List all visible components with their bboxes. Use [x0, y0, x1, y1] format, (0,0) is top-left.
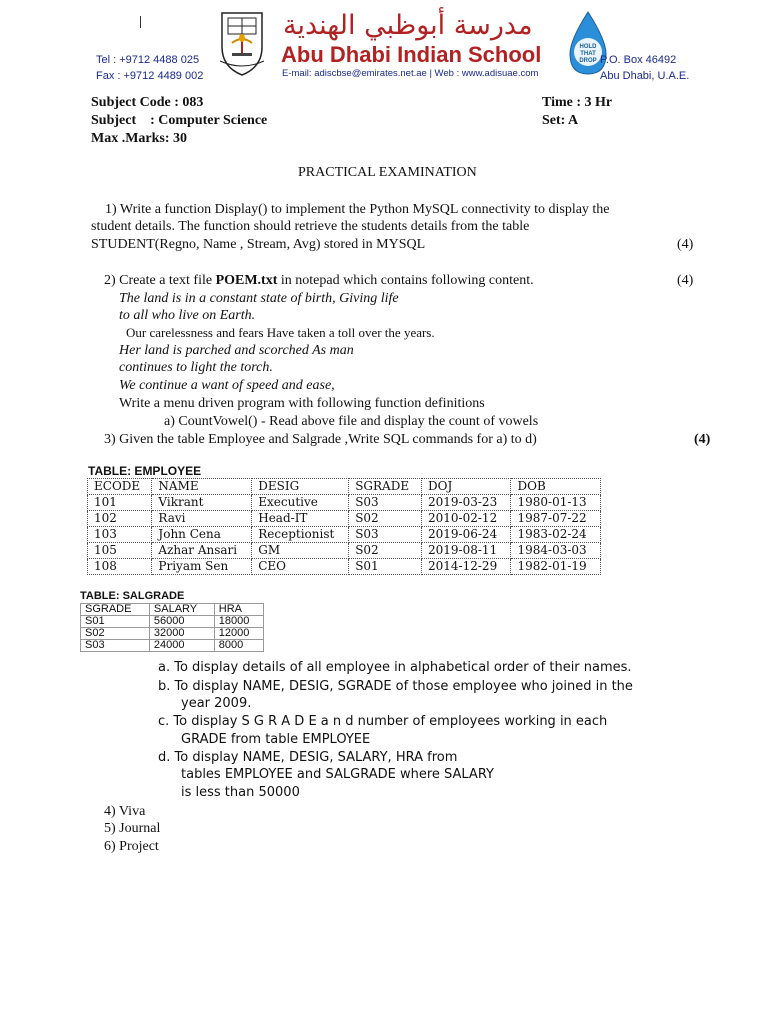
employee-cell: GM — [252, 543, 349, 559]
employee-cell: Vikrant — [152, 495, 252, 511]
drop-text-2: THAT — [580, 51, 596, 57]
salgrade-cell: 12000 — [214, 628, 263, 640]
sql-task-d-line-1: d. To display NAME, DESIG, SALARY, HRA from — [158, 750, 458, 765]
q2-marks: (4) — [677, 273, 694, 288]
employee-cell: 102 — [88, 511, 152, 527]
poem-line-2: to all who live on Earth. — [119, 308, 256, 323]
q2-prefix: 2) Create a text file — [104, 273, 216, 288]
employee-header-dob: DOB — [511, 479, 601, 495]
employee-cell: S02 — [349, 511, 422, 527]
employee-cell: Priyam Sen — [152, 559, 252, 575]
table-row — [88, 527, 601, 543]
employee-cell: CEO — [252, 559, 349, 575]
employee-table-caption: TABLE: EMPLOYEE — [88, 464, 202, 478]
employee-header-ecode: ECODE — [88, 479, 152, 495]
employee-header-row — [88, 479, 601, 495]
table-row — [88, 511, 601, 527]
salgrade-cell: 56000 — [149, 616, 214, 628]
salgrade-table — [80, 603, 264, 652]
salgrade-cell: 8000 — [214, 640, 263, 652]
header-pobox: P.O. Box 46492 — [600, 54, 677, 66]
employee-cell: 2019-06-24 — [422, 527, 511, 543]
employee-cell: 2019-08-11 — [422, 543, 511, 559]
salgrade-header-sgrade: SGRADE — [81, 604, 150, 616]
employee-cell: 1983-02-24 — [511, 527, 601, 543]
exam-time: Time : 3 Hr — [542, 95, 613, 110]
employee-cell: 1984-03-03 — [511, 543, 601, 559]
q2-file: POEM.txt — [215, 273, 278, 288]
item-project: 6) Project — [104, 839, 159, 854]
salgrade-cell: 18000 — [214, 616, 263, 628]
poem-line-4: Her land is parched and scorched As man — [119, 343, 354, 358]
employee-cell: 108 — [88, 559, 152, 575]
employee-cell: 2014-12-29 — [422, 559, 511, 575]
table-row — [81, 616, 264, 628]
sql-task-c-line-2: GRADE from table EMPLOYEE — [181, 732, 371, 747]
sql-task-c-line-1: c. To display S G R A D E a n d number of employees working in each — [158, 714, 608, 729]
employee-cell: Receptionist — [252, 527, 349, 543]
q3-text: 3) Given the table Employee and Salgrade ,Write SQL commands for a) to d) — [104, 432, 537, 447]
subject-name: Subject : Computer Science — [91, 113, 268, 128]
table-row — [81, 640, 264, 652]
subject-code: Subject Code : 083 — [91, 95, 204, 110]
header-phone-block — [96, 52, 203, 84]
sql-task-b-line-2: year 2009. — [181, 696, 252, 711]
q2-line — [104, 273, 534, 289]
sql-task-a: a. To display details of all employee in alphabetical order of their names. — [158, 660, 632, 675]
drop-text-1: HOLD — [579, 44, 597, 50]
employee-cell: S02 — [349, 543, 422, 559]
employee-cell: S03 — [349, 495, 422, 511]
q1-line-2: student details. The function should retrieve the students details from the table — [91, 219, 530, 234]
employee-cell: 103 — [88, 527, 152, 543]
employee-cell: S03 — [349, 527, 422, 543]
employee-cell: John Cena — [152, 527, 252, 543]
school-name: Abu Dhabi Indian School — [281, 42, 542, 67]
employee-cell: Azhar Ansari — [152, 543, 252, 559]
salgrade-header-salary: SALARY — [149, 604, 214, 616]
q2-sub-a: a) CountVowel() - Read above file and display the count of vowels — [164, 414, 539, 429]
item-viva: 4) Viva — [104, 804, 146, 819]
salgrade-cell: S01 — [81, 616, 150, 628]
salgrade-cell: S03 — [81, 640, 150, 652]
school-crest-icon — [218, 9, 266, 77]
employee-header-doj: DOJ — [422, 479, 511, 495]
salgrade-header-hra: HRA — [214, 604, 263, 616]
table-row — [88, 559, 601, 575]
employee-cell: 1982-01-19 — [511, 559, 601, 575]
q1-marks: (4) — [677, 237, 694, 252]
employee-cell: Head-IT — [252, 511, 349, 527]
employee-header-desig: DESIG — [252, 479, 349, 495]
employee-cell: Executive — [252, 495, 349, 511]
poem-line-3: Our carelessness and fears Have taken a toll over the years. — [126, 325, 435, 340]
employee-table — [87, 478, 601, 575]
poem-line-5: continues to light the torch. — [119, 360, 273, 375]
header-mark — [140, 16, 141, 28]
employee-cell: Ravi — [152, 511, 252, 527]
header-city: Abu Dhabi, U.A.E. — [600, 70, 690, 82]
employee-cell: 1980-01-13 — [511, 495, 601, 511]
employee-header-name: NAME — [152, 479, 252, 495]
q2-suffix: in notepad which contains following content. — [277, 273, 534, 288]
drop-text-3: DROP — [579, 58, 597, 64]
header-fax: Fax : +9712 4489 002 — [96, 70, 204, 82]
max-marks: Max .Marks: 30 — [91, 131, 188, 146]
employee-cell: 1987-07-22 — [511, 511, 601, 527]
table-row — [81, 628, 264, 640]
salgrade-cell: 32000 — [149, 628, 214, 640]
employee-cell: 2010-02-12 — [422, 511, 511, 527]
table-row — [88, 495, 601, 511]
q1-line-1: 1) Write a function Display() to implement the Python MySQL connectivity to display the — [105, 202, 610, 217]
school-contact: E-mail: adiscbse@emirates.net.ae | Web : www.adisuae.com — [282, 68, 539, 79]
header-tel: Tel : +9712 4488 025 — [96, 54, 200, 66]
exam-set: Set: A — [542, 113, 579, 128]
exam-title: PRACTICAL EXAMINATION — [298, 165, 477, 180]
sql-task-d-line-2: tables EMPLOYEE and SALGRADE where SALARY — [181, 767, 494, 782]
header-address-block — [600, 52, 689, 84]
poem-line-6: We continue a want of speed and ease, — [119, 378, 335, 393]
salgrade-cell: S02 — [81, 628, 150, 640]
salgrade-cell: 24000 — [149, 640, 214, 652]
employee-cell: S01 — [349, 559, 422, 575]
sql-task-d-line-3: is less than 50000 — [181, 785, 300, 800]
item-journal: 5) Journal — [104, 821, 161, 836]
poem-line-1: The land is in a constant state of birth, Giving life — [119, 291, 399, 306]
school-arabic-name: مدرسة أبوظبي الهندية — [283, 10, 533, 41]
employee-cell: 105 — [88, 543, 152, 559]
sql-task-b-line-1: b. To display NAME, DESIG, SGRADE of those employee who joined in the — [158, 679, 633, 694]
q2-menu: Write a menu driven program with following function definitions — [119, 396, 485, 411]
salgrade-table-caption: TABLE: SALGRADE — [80, 590, 185, 602]
employee-header-sgrade: SGRADE — [349, 479, 422, 495]
salgrade-header-row — [81, 604, 264, 616]
employee-cell: 101 — [88, 495, 152, 511]
table-row — [88, 543, 601, 559]
q1-line-3: STUDENT(Regno, Name , Stream, Avg) stored in MYSQL — [91, 237, 426, 252]
q3-marks: (4) — [694, 432, 711, 447]
employee-cell: 2019-03-23 — [422, 495, 511, 511]
